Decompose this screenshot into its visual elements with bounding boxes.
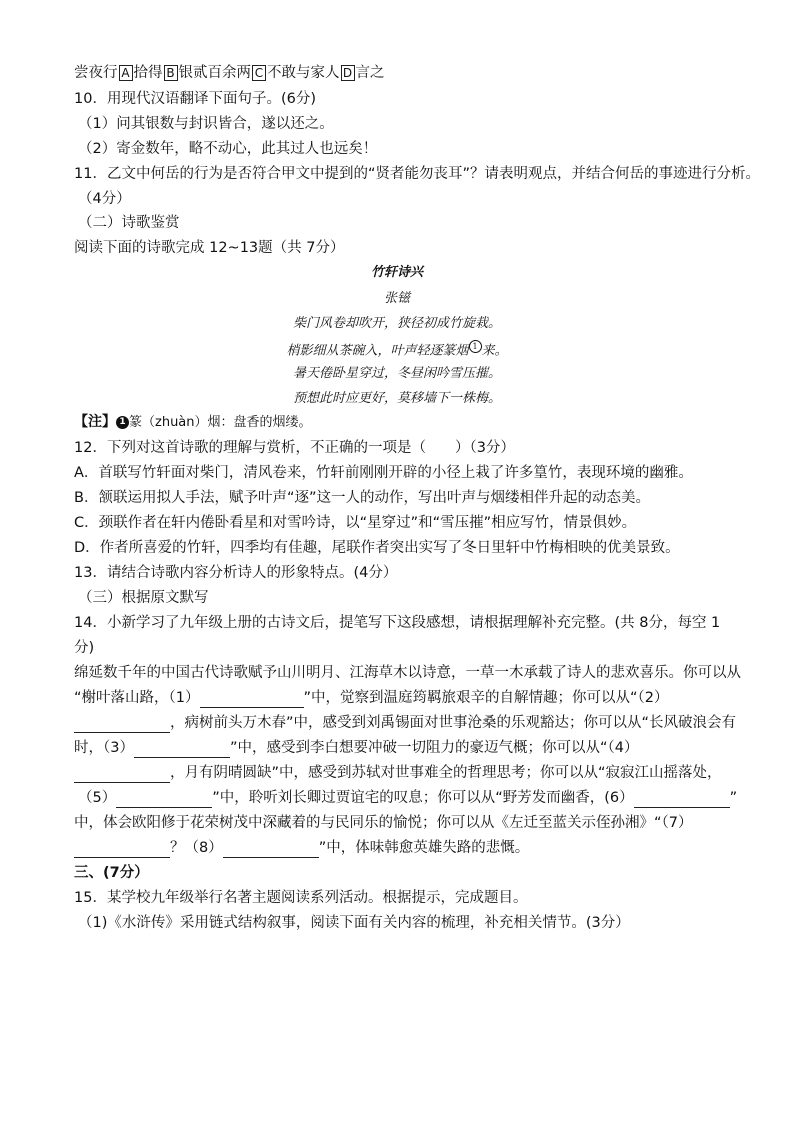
option-d-box: D <box>341 65 355 81</box>
q14-p5-b: ，月有阴晴圆缺”中，感受到苏轼对世事难全的哲理思考；你可以从“寂寂江山摇落处， <box>170 765 722 781</box>
q13-title: 13．请结合诗歌内容分析诗人的形象特点。(4分） <box>74 565 398 581</box>
poem-line-2-a: 梢影细从茶碗入，叶声轻逐篆烟 <box>286 343 469 359</box>
q11-text: 11．乙文中何岳的行为是否符合甲文中提到的“贤者能勿丧耳”？请表明观点，并结合何岳的事迹进行分析。 <box>74 166 760 182</box>
poem-line-2 <box>0 340 794 360</box>
option-b-box: B <box>164 65 178 81</box>
q9-b-text: 银贰百余两 <box>178 65 251 81</box>
q15-sub-1: （1)《水浒传》采用链式结构叙事，阅读下面有关内容的梳理，补充相关情节。(3分） <box>78 915 630 931</box>
q10-title: 10．用现代汉语翻译下面句子。(6分) <box>74 91 316 107</box>
poem-line-3: 暑天倦卧星穿过，冬昼闲吟雪压摧。 <box>292 366 501 381</box>
q14-paragraph-5 <box>74 763 734 783</box>
q12-option-b: B．颔联运用拟人手法，赋予叶声“逐”这一人的动作，写出叶声与烟缕相伴升起的动态美。 <box>74 490 650 506</box>
q14-p4-a: 时，（3） <box>74 740 134 756</box>
poem-line-2-b: 来。 <box>481 343 508 359</box>
q14-p6-a: （5） <box>78 790 117 806</box>
q14-paragraph-7: 中，体会欧阳修于花荣树茂中深藏着的与民同乐的愉悦；你可以从《左迁至蓝关示侄孙湘》“（7） <box>74 815 693 831</box>
note-label: 【注】 <box>74 414 116 430</box>
q12-option-c: C．颈联作者在轩内倦卧看星和对雪吟诗，以“星穿过”和“雪压摧”相应写竹，情景俱妙。 <box>74 515 637 531</box>
q11-score: （4分） <box>78 191 131 207</box>
option-c-box: C <box>252 65 266 81</box>
poem-title: 竹轩诗兴 <box>370 265 423 280</box>
blank-4[interactable] <box>74 767 170 783</box>
q14-title: 14．小新学习了九年级上册的古诗文后，提笔写下这段感想，请根据理解补充完整。(共 8分，每空 1 <box>74 615 721 631</box>
section-poetry-heading: （二）诗歌鉴赏 <box>78 215 180 231</box>
q9-c-text: 不敢与家人 <box>267 65 340 81</box>
note-text: 篆（zhuàn）烟：盘香的烟缕。 <box>129 415 312 430</box>
q9-d-text: 言之 <box>355 65 385 81</box>
q9-sentence-line <box>74 63 734 83</box>
q14-p2-b: ”中，觉察到温庭筠羁旅艰辛的自解情趣；你可以从“（2） <box>303 690 669 706</box>
q15-title: 15．某学校九年级举行名著主题阅读系列活动。根据提示，完成题目。 <box>74 890 528 906</box>
q14-p3-b: ，病树前头万木春”中，感受到刘禹锡面对世事沧桑的乐观豁达；你可以从“长风破浪会有 <box>170 715 737 731</box>
poem-instructions: 阅读下面的诗歌完成 12~13题（共 7分） <box>74 240 345 256</box>
q14-title-cont: 分) <box>74 640 95 656</box>
q9-a-text: 拾得 <box>133 65 163 81</box>
section-recitation-heading: （三）根据原文默写 <box>78 590 209 606</box>
option-a-box: A <box>119 65 133 81</box>
q14-p6-c: ” <box>729 790 738 806</box>
poem-note <box>74 413 312 432</box>
q14-paragraph-4 <box>74 738 734 758</box>
blank-7[interactable] <box>74 842 170 858</box>
q12-option-a: A．首联写竹轩面对柴门，清风卷来，竹轩前刚刚开辟的小径上栽了许多篁竹，表现环境的幽雅。 <box>74 465 693 481</box>
blank-5[interactable] <box>116 792 212 808</box>
q14-p6-b: ”中，聆听刘长卿过贾谊宅的叹息；你可以从“野芳发而幽香，(6） <box>212 790 634 806</box>
q14-paragraph-6 <box>78 788 738 808</box>
q10-sentence-1: （1）问其银数与封识皆合，遂以还之。 <box>78 116 334 132</box>
poem-line-1: 柴门风卷却吹开，狭径初成竹旋栽。 <box>292 316 501 331</box>
blank-1[interactable] <box>200 692 304 708</box>
q14-p8-b: ？（8） <box>170 840 223 856</box>
q14-p8-c: ”中，体味韩愈英雄失路的悲慨。 <box>318 840 530 856</box>
q9-prefix: 尝夜行 <box>74 65 118 81</box>
q14-paragraph-3 <box>74 713 737 733</box>
footnote-marker: 1 <box>469 340 482 353</box>
q14-p4-b: ”中，感受到李白想要冲破一切阻力的豪迈气概；你可以从“（4） <box>229 740 639 756</box>
q14-p2-a: “榭叶落山路，（1） <box>74 690 200 706</box>
blank-6[interactable] <box>634 792 730 808</box>
blank-3[interactable] <box>134 742 230 758</box>
blank-2[interactable] <box>74 717 170 733</box>
q10-sentence-2: （2）寄金数年，略不动心，此其过人也远矣！ <box>78 141 378 157</box>
q14-paragraph-2 <box>74 688 734 708</box>
blank-8[interactable] <box>223 842 319 858</box>
q12-title: 12．下列对这首诗歌的理解与赏析，不正确的一项是（ ）（3分） <box>74 440 515 456</box>
note-number-icon: 1 <box>116 416 129 429</box>
poem-author: 张镃 <box>383 291 410 306</box>
q14-paragraph-8 <box>74 838 734 858</box>
poem-line-4: 预想此时应更好，莫移墙下一株梅。 <box>292 391 501 406</box>
section-three-heading: 三、(7分） <box>74 865 149 881</box>
q12-option-d: D．作者所喜爱的竹轩，四季均有佳趣，尾联作者突出实写了冬日里轩中竹梅相映的优美景致。 <box>74 540 680 556</box>
q14-paragraph-1: 绵延数千年的中国古代诗歌赋予山川明月、江海草木以诗意，一草一木承载了诗人的悲欢喜乐。你可以从 <box>74 665 741 681</box>
